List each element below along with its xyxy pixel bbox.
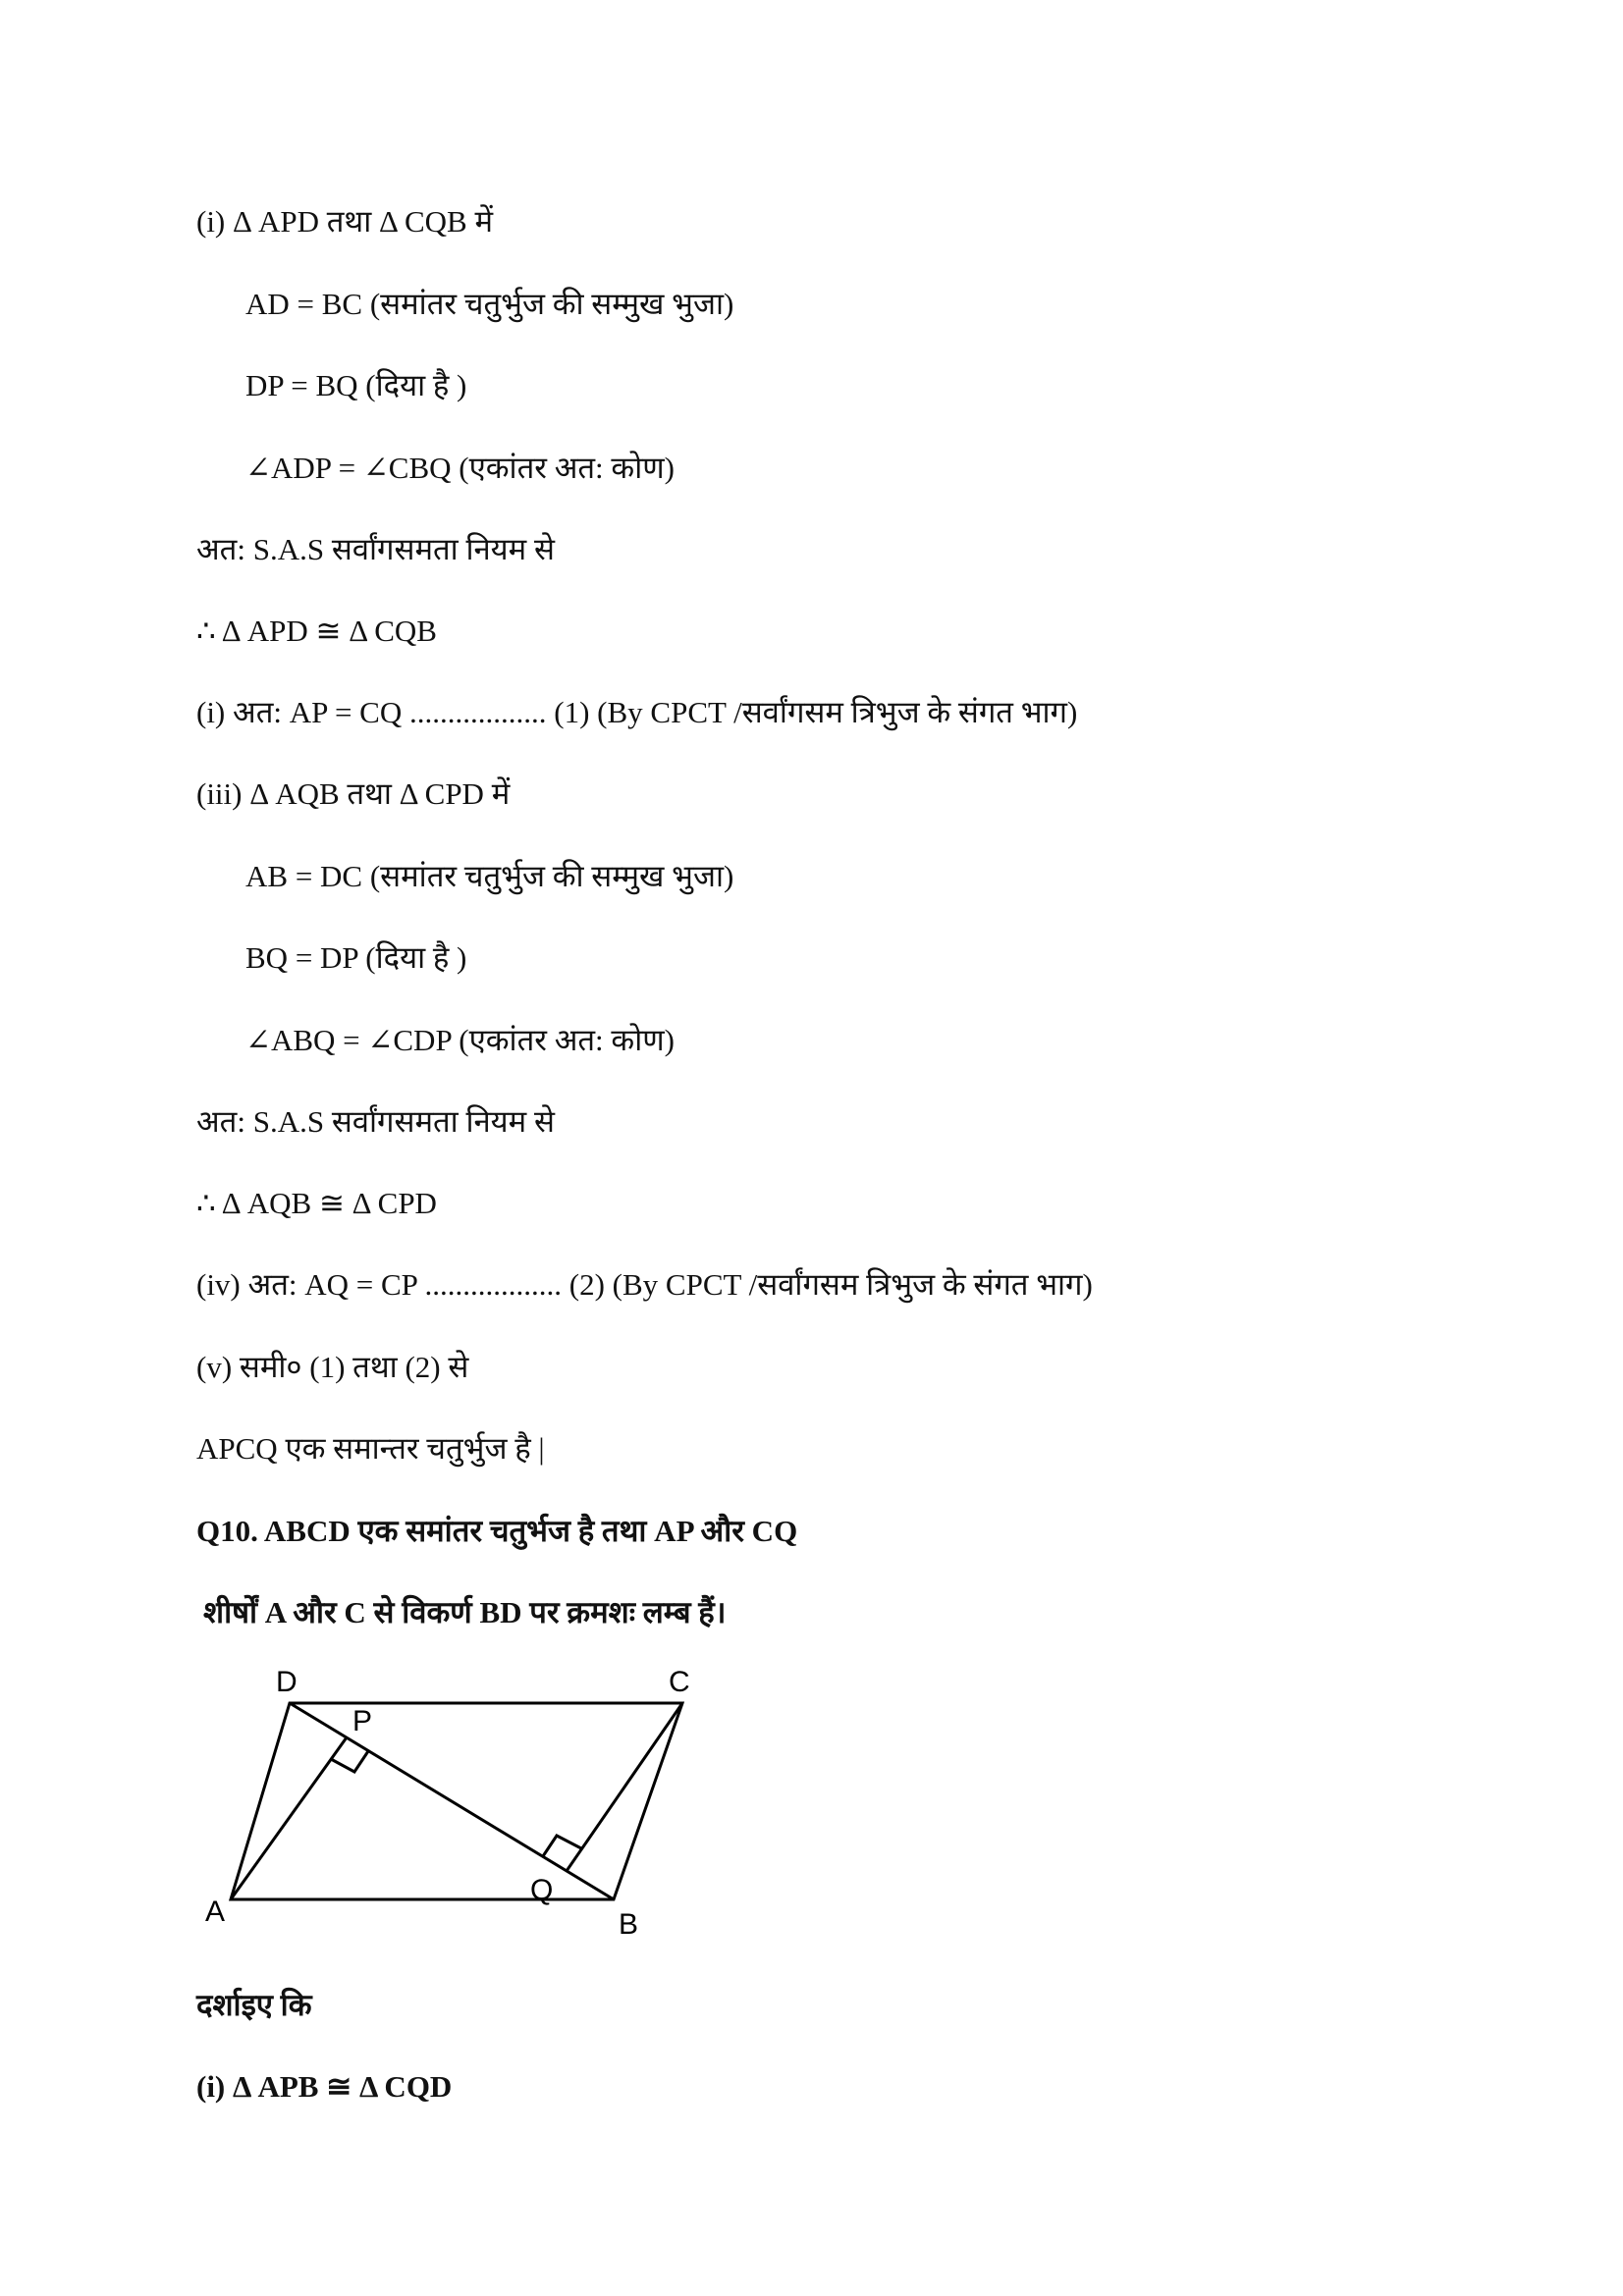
proof-line: BQ = DP (दिया है ) [245,940,467,975]
question-text: शीर्षों A और C से विकर्ण BD पर क्रमशः लम्ब हैं। [203,1595,727,1629]
proof-line: (i) अत: AP = CQ .................. (1) (By CPCT /सर्वांगसम त्रिभुज के संगत भाग) [196,695,1078,729]
proof-line: (iv) अत: AQ = CP .................. (2) (By CPCT /सर्वांगसम त्रिभुज के संगत भाग) [196,1267,1093,1302]
label-d: D [276,1666,298,1698]
right-angle-mark-q [543,1836,581,1856]
show-that-heading: दर्शाइए कि [196,1988,312,2022]
label-a: A [205,1896,226,1928]
proof-line: (i) Δ APD तथा Δ CQB में [196,204,494,239]
question-title: Q10. ABCD एक समांतर चतुर्भज है तथा AP और CQ [196,1514,798,1548]
label-b: B [619,1908,639,1941]
label-q: Q [530,1874,554,1906]
proof-conclusion: ∴ Δ AQB ≅ Δ CPD [196,1186,437,1220]
proof-line: ∠ADP = ∠CBQ (एकांतर अत: कोण) [245,451,675,485]
perpendicular-cq [567,1703,682,1871]
proof-line: ∠ABQ = ∠CDP (एकांतर अत: कोण) [245,1023,675,1057]
proof-line: AD = BC (समांतर चतुर्भुज की सम्मुख भुजा) [245,287,734,321]
proof-line: (iii) Δ AQB तथा Δ CPD में [196,776,511,811]
label-p: P [352,1705,373,1737]
parallelogram-figure [191,1664,702,1949]
proof-line: अत: S.A.S सर्वांगसमता नियम से [196,1104,555,1139]
right-angle-mark-p [331,1751,368,1772]
show-that-part-i: (i) Δ APB ≅ Δ CQD [196,2069,453,2104]
perpendicular-ap [231,1737,347,1899]
proof-line: DP = BQ (दिया है ) [245,368,467,402]
label-c: C [669,1666,690,1698]
proof-line: APCQ एक समान्तर चतुर्भुज है | [196,1431,545,1466]
proof-conclusion: ∴ Δ APD ≅ Δ CQB [196,614,437,648]
proof-line: AB = DC (समांतर चतुर्भुज की सम्मुख भुजा) [245,859,734,893]
diagonal-bd [290,1703,614,1899]
proof-line: (v) समी० (1) तथा (2) से [196,1350,469,1384]
proof-line: अत: S.A.S सर्वांगसमता नियम से [196,532,555,566]
